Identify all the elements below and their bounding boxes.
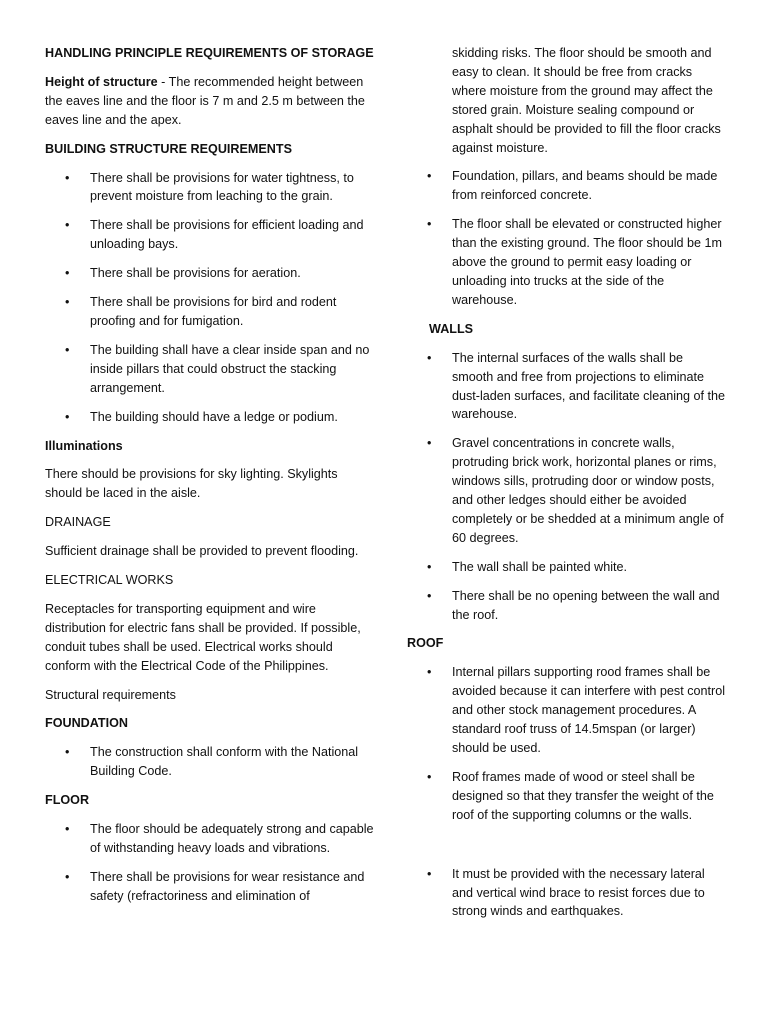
bullet-icon: • bbox=[427, 350, 432, 365]
bullet-icon: • bbox=[427, 665, 432, 680]
list-item: • The floor should be adequately strong and capable of withstanding heavy loads and vibrations. bbox=[65, 822, 374, 855]
bullet-icon: • bbox=[427, 436, 432, 451]
foundation-heading: FOUNDATION bbox=[45, 716, 129, 731]
height-paragraph bbox=[45, 73, 375, 130]
list-item-continuation: skidding risks. The floor should be smooth and easy to clean. It should be free from cracks where moisture from the ground may affect the stored grain. Moisture sealing compound or asphalt should be provided to fill the floor cracks against moisture. bbox=[452, 46, 721, 155]
list-item: • Roof frames made of wood or steel shall be designed so that they transfer the weight of the roof of the supporting columns or the walls. bbox=[427, 769, 714, 822]
floor-list-continued bbox=[407, 44, 727, 310]
floor-list bbox=[45, 820, 375, 906]
list-item: • The floor shall be elevated or constructed higher than the existing ground. The floor should be 1m above the ground to permit easy loading or unloading into trucks at the side of the warehouse. bbox=[427, 217, 723, 307]
structural-heading: Structural requirements bbox=[45, 687, 176, 702]
bullet-icon: • bbox=[65, 409, 70, 424]
list-item: • Internal pillars supporting rood frames shall be avoided because it can interfere with pest control and other stock management procedures. A standard roof truss of 14.5mspan (or larger) should be used. bbox=[427, 665, 726, 755]
building-heading: BUILDING STRUCTURE REQUIREMENTS bbox=[45, 141, 292, 156]
bullet-icon: • bbox=[427, 769, 432, 784]
list-item: • There shall be provisions for efficient loading and unloading bays. bbox=[65, 218, 364, 252]
illuminations-heading: Illuminations bbox=[45, 438, 123, 453]
floor-heading: FLOOR bbox=[45, 793, 90, 808]
illuminations-text: There should be provisions for sky lighting. Skylights should be laced in the aisle. bbox=[45, 467, 338, 501]
drainage-heading: DRAINAGE bbox=[45, 515, 111, 530]
bullet-icon: • bbox=[427, 559, 432, 574]
bullet-icon: • bbox=[65, 295, 70, 310]
list-item: • The internal surfaces of the walls shall be smooth and free from projections to eliminate dust-laden surfaces, and facilitate cleaning of the warehouse. bbox=[427, 350, 726, 422]
list-item: • There shall be provisions for water tightness, to prevent moisture from leaching to the grain. bbox=[65, 170, 354, 204]
bullet-icon: • bbox=[427, 866, 432, 881]
electrical-text: Receptacles for transporting equipment and wire distribution for electric fans shall be provided. If possible, conduit tubes shall be used. Electrical works should conform with the Electrical Code of the Philippines. bbox=[45, 601, 361, 673]
height-label: Height of structure bbox=[45, 74, 158, 89]
document-title: HANDLING PRINCIPLE REQUIREMENTS OF STORAGE bbox=[45, 46, 374, 60]
list-item: • Foundation, pillars, and beams should be made from reinforced concrete. bbox=[427, 169, 718, 203]
bullet-icon: • bbox=[65, 342, 70, 357]
building-list bbox=[45, 169, 375, 427]
bullet-icon: • bbox=[65, 170, 70, 185]
bullet-icon: • bbox=[427, 588, 432, 603]
list-item: • There shall be no opening between the wall and the roof. bbox=[427, 588, 720, 622]
roof-heading: ROOF bbox=[407, 636, 444, 651]
bullet-icon: • bbox=[427, 169, 432, 184]
electrical-heading: ELECTRICAL WORKS bbox=[45, 573, 174, 588]
bullet-icon: • bbox=[65, 869, 70, 884]
roof-list bbox=[407, 663, 727, 824]
list-item: • There shall be provisions for bird and rodent proofing and for fumigation. bbox=[65, 295, 337, 328]
left-column bbox=[45, 44, 375, 916]
list-item: • It must be provided with the necessary lateral and vertical wind brace to resist forces due to strong winds and earthquakes. bbox=[427, 866, 705, 919]
list-item: • Gravel concentrations in concrete walls, protruding brick work, horizontal planes or rims, windows sills, protruding door or window posts, and other ledges should either be avoided completely or be shedded at a minimum angle of 60 degrees. bbox=[427, 436, 724, 545]
list-item: • The building should have a ledge or podium. bbox=[45, 408, 375, 427]
spacer bbox=[407, 835, 727, 865]
right-column bbox=[407, 44, 727, 931]
bullet-icon: • bbox=[427, 217, 432, 232]
bullet-icon: • bbox=[65, 266, 70, 281]
list-item: • There shall be provisions for aeration. bbox=[45, 264, 375, 283]
bullet-icon: • bbox=[65, 218, 70, 233]
foundation-list bbox=[45, 743, 375, 781]
list-item: • The construction shall conform with the National Building Code. bbox=[65, 745, 359, 779]
walls-list bbox=[407, 349, 727, 625]
height-text: - The recommended height between the eaves line and the floor is 7 m and 2.5 m between the eaves line and the apex. bbox=[45, 74, 365, 127]
list-item: • The building shall have a clear inside span and no inside pillars that could obstruct the stacking arrangement. bbox=[65, 342, 370, 395]
bullet-icon: • bbox=[65, 745, 70, 760]
list-item: • The wall shall be painted white. bbox=[407, 558, 727, 577]
roof-list-2 bbox=[407, 865, 727, 922]
walls-heading: WALLS bbox=[429, 321, 474, 336]
drainage-text: Sufficient drainage shall be provided to prevent flooding. bbox=[45, 544, 359, 559]
bullet-icon: • bbox=[65, 822, 70, 837]
list-item: • There shall be provisions for wear resistance and safety (refractoriness and elimination of bbox=[65, 869, 365, 903]
